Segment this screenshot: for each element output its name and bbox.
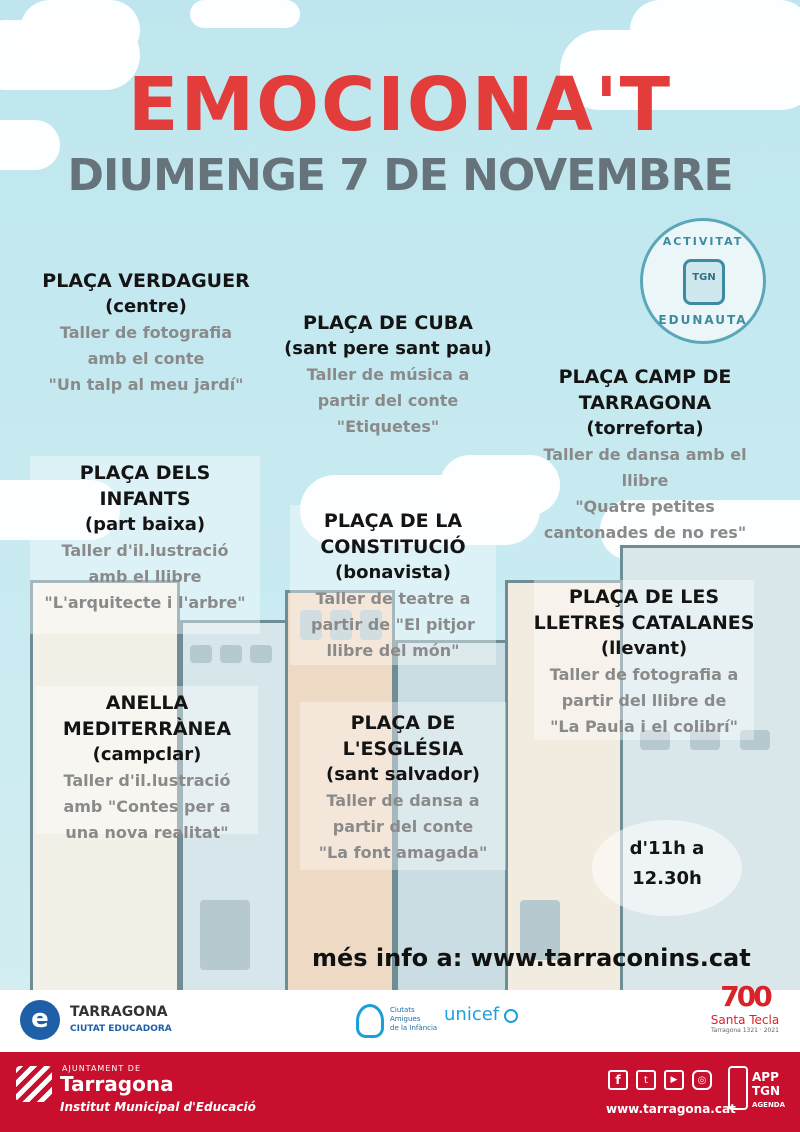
venue-desc-line: Taller de fotografia a [549, 665, 739, 684]
partner-logos [0, 980, 800, 1052]
more-info-link[interactable]: més info a: www.tarraconins.cat [312, 944, 751, 972]
venue-name: PLAÇA DE [350, 712, 456, 734]
app-tgn-agenda[interactable] [752, 1070, 796, 1112]
unicef-text: unicef [444, 1004, 500, 1025]
venue-area: (part baixa) [84, 514, 206, 535]
venue-name: INFANTS [99, 488, 191, 510]
venue-desc-line: Taller de dansa amb el [543, 445, 747, 464]
venue-desc-line: llibre del món" [326, 641, 460, 660]
venue-name: PLAÇA DE CUBA [303, 312, 473, 334]
venue-name: PLAÇA DE LA [323, 510, 463, 532]
tarragona-shield-icon [16, 1066, 52, 1102]
unicef-logo [444, 1004, 524, 1034]
venue-name: PLAÇA DELS [79, 462, 211, 484]
e-letter-icon: e [20, 1000, 60, 1040]
ciutat-educadora-subtitle: CIUTAT EDUCADORA [70, 1024, 172, 1034]
venue-desc-line: amb el conte [87, 349, 205, 368]
time-bubble [592, 820, 742, 916]
venue-desc-line: Taller de teatre a [315, 589, 471, 608]
venue-placa-de-cuba [268, 310, 508, 440]
venue-area: (centre) [105, 296, 187, 317]
website-link[interactable]: www.tarragona.cat [606, 1102, 736, 1116]
venue-desc-line: "Un talp al meu jardí" [48, 375, 244, 394]
venue-area: (campclar) [92, 744, 202, 765]
venue-desc-line: partir del llibre de [561, 691, 727, 710]
event-title: EMOCIONA'T [127, 62, 673, 148]
venue-placa-camp-de-tarragona [520, 364, 770, 546]
time-start: d'11h a [629, 838, 705, 859]
venue-area: (sant pere sant pau) [284, 338, 492, 359]
venue-desc-line: partir del conte [317, 391, 459, 410]
venue-desc-line: Taller de música a [306, 365, 470, 384]
venue-desc-line: amb "Contes per a [63, 797, 231, 816]
santa-tecla-title: Santa Tecla [710, 1013, 780, 1027]
time-end: 12.30h [632, 868, 702, 889]
venue-desc-line: "L'arquitecte i l'arbre" [44, 593, 246, 612]
venue-name: TARRAGONA [578, 392, 712, 414]
venue-name: L'ESGLÉSIA [342, 738, 464, 760]
venue-desc-line: partir del conte [332, 817, 474, 836]
santa-tecla-caption: Tarragona 1321 · 2021 [711, 1027, 779, 1034]
facebook-icon[interactable]: f [608, 1070, 628, 1090]
social-links [608, 1070, 720, 1092]
ciutats-amigues-line: Amigues [390, 1015, 421, 1023]
venue-desc-line: "Quatre petites [575, 497, 715, 516]
app-line: APP [752, 1070, 779, 1084]
app-line: AGENDA [752, 1101, 786, 1109]
ciutats-amigues-logo [356, 1000, 446, 1044]
ciutats-amigues-line: Ciutats [390, 1006, 415, 1014]
venue-name: PLAÇA CAMP DE [558, 366, 732, 388]
event-date: DIUMENGE 7 DE NOVEMBRE [67, 150, 733, 201]
badge-center-text: TGN [692, 272, 716, 283]
city-name: Tarragona [60, 1072, 174, 1096]
youtube-icon[interactable]: ▶ [664, 1070, 684, 1090]
venue-name: LLETRES CATALANES [533, 612, 755, 634]
edunauta-badge [640, 218, 766, 344]
venue-desc-line: Taller de dansa a [326, 791, 480, 810]
venue-desc-line: amb el llibre [88, 567, 202, 586]
institute-name: Institut Municipal d'Educació [60, 1100, 256, 1114]
venue-desc-line: "La Paula i el colibrí" [550, 717, 738, 736]
venue-area: (sant salvador) [325, 764, 481, 785]
venue-desc-line: una nova realitat" [65, 823, 229, 842]
child-friendly-city-icon [356, 1004, 384, 1038]
ciutat-educadora-logo [20, 998, 200, 1044]
venue-desc-line: "Etiquetes" [336, 417, 440, 436]
twitter-icon[interactable]: t [636, 1070, 656, 1090]
app-line: TGN [752, 1084, 781, 1098]
venue-name: PLAÇA DE LES [568, 586, 720, 608]
venue-placa-dels-infants [30, 460, 260, 616]
globe-icon [504, 1009, 518, 1023]
venue-placa-de-la-constitucio [290, 508, 496, 664]
ciutats-amigues-line: de la Infància [390, 1024, 438, 1032]
venue-desc-line: llibre [621, 471, 669, 490]
venue-desc-line: "La font amagada" [318, 843, 488, 862]
venue-name: MEDITERRÀNEA [62, 718, 232, 740]
venue-anella-mediterranea [36, 690, 258, 846]
venue-placa-verdaguer [30, 268, 262, 398]
venue-desc-line: partir de "El pitjor [311, 615, 475, 634]
venue-name: PLAÇA VERDAGUER [42, 270, 250, 292]
robot-icon [683, 259, 725, 305]
venue-desc-line: Taller de fotografia [59, 323, 233, 342]
badge-top-text: ACTIVITAT [662, 235, 744, 248]
ajuntament-label: AJUNTAMENT DE [62, 1064, 141, 1073]
santa-tecla-number: 700 [720, 980, 770, 1013]
venue-placa-de-l-esglesia [296, 710, 510, 866]
venue-name: CONSTITUCIÓ [320, 536, 466, 558]
ciutat-educadora-title: TARRAGONA [70, 1004, 168, 1020]
venue-area: (llevant) [600, 638, 688, 659]
venue-name: ANELLA [105, 692, 189, 714]
badge-bottom-text: EDUNAUTA [658, 313, 748, 327]
instagram-icon[interactable]: ◎ [692, 1070, 712, 1090]
santa-tecla-logo [700, 980, 790, 1050]
venue-area: (bonavista) [334, 562, 452, 583]
venue-desc-line: Taller d'il.lustració [61, 541, 229, 560]
phone-icon [728, 1066, 748, 1110]
footer-bar [0, 1052, 800, 1132]
venue-desc-line: cantonades de no res" [543, 523, 747, 542]
venue-placa-de-les-lletres-catalanes [526, 584, 762, 740]
venue-desc-line: Taller d'il.lustració [63, 771, 231, 790]
venue-area: (torreforta) [586, 418, 704, 439]
